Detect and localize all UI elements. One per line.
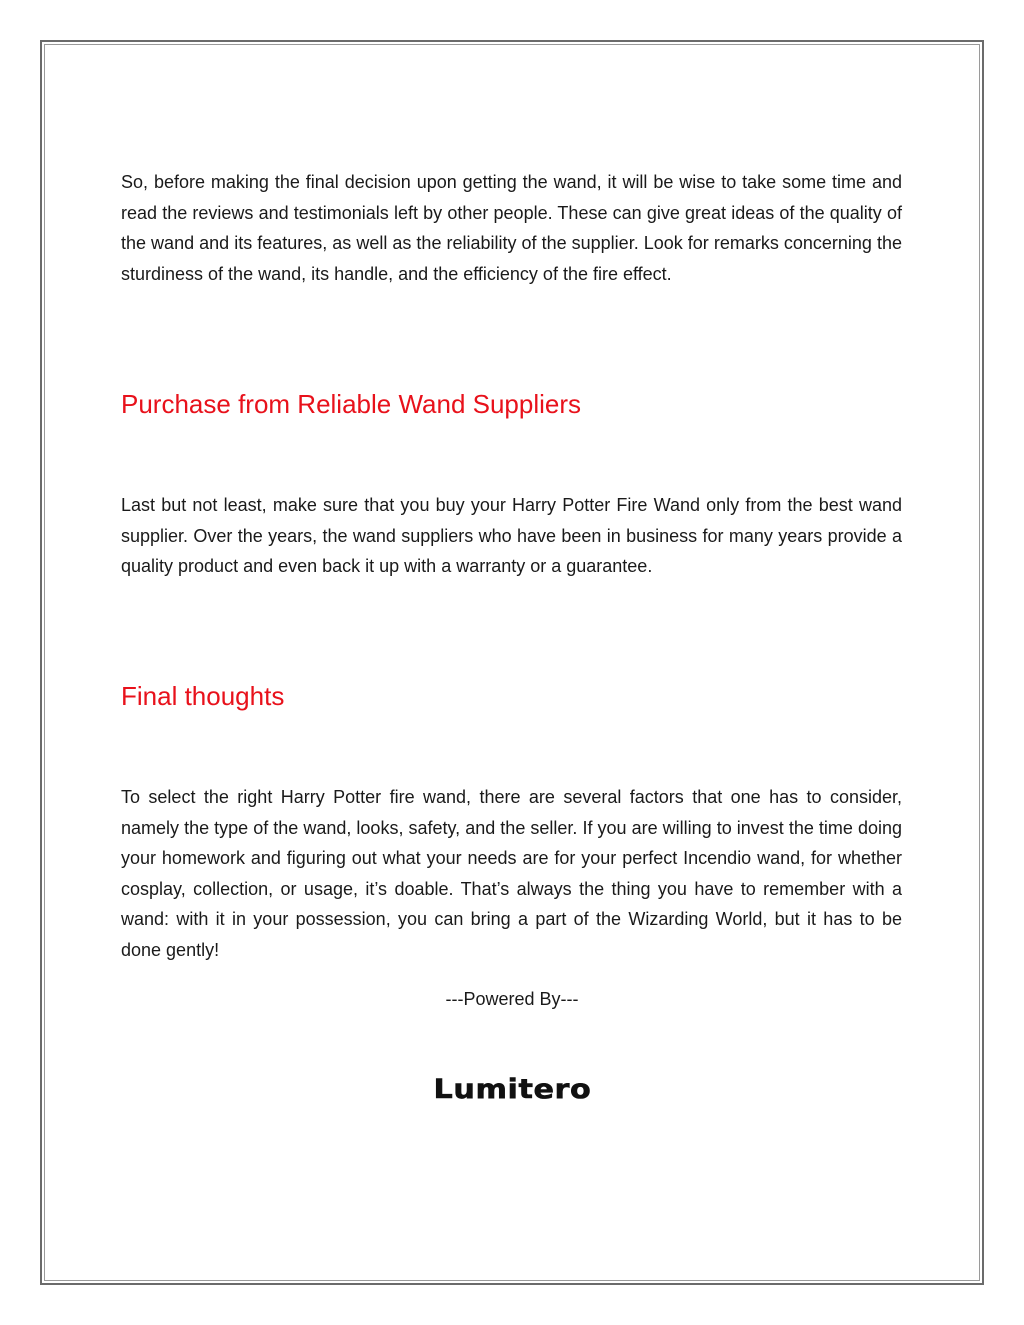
logo-wordmark: Lumitero: [433, 1074, 591, 1105]
section-heading-reliable-suppliers: Purchase from Reliable Wand Suppliers: [121, 389, 582, 419]
section-heading-final-thoughts: Final thoughts: [121, 681, 285, 711]
lumitero-logo: [0, 1074, 1024, 1105]
section-paragraph-final-thoughts: To select the right Harry Potter fire wand, there are several factors that one has to consider, namely the type of the wand, looks, safety, and the seller. If you are willing to invest the time doing your homework and figuring out what your needs are for your perfect Incendio wand, for whether cosplay, collection, or usage, it’s doable. That’s always the thing you have to remember with a wand: with it in your possession, you can bring a part of the Wizarding World, but it has to be done gently!: [121, 787, 902, 960]
section-paragraph-reliable-suppliers: Last but not least, make sure that you buy your Harry Potter Fire Wand only from the best wand supplier. Over the years, the wand suppliers who have been in business for many years provide a quality product and even back it up with a warranty or a guarantee.: [121, 495, 902, 576]
powered-by-label: ---Powered By---: [445, 989, 579, 1009]
intro-paragraph: So, before making the final decision upon getting the wand, it will be wise to take some time and read the reviews and testimonials left by other people. These can give great ideas of the quality of the wand and its features, as well as the reliability of the supplier. Look for remarks concerning the sturdiness of the wand, its handle, and the efficiency of the fire effect.: [121, 172, 902, 284]
